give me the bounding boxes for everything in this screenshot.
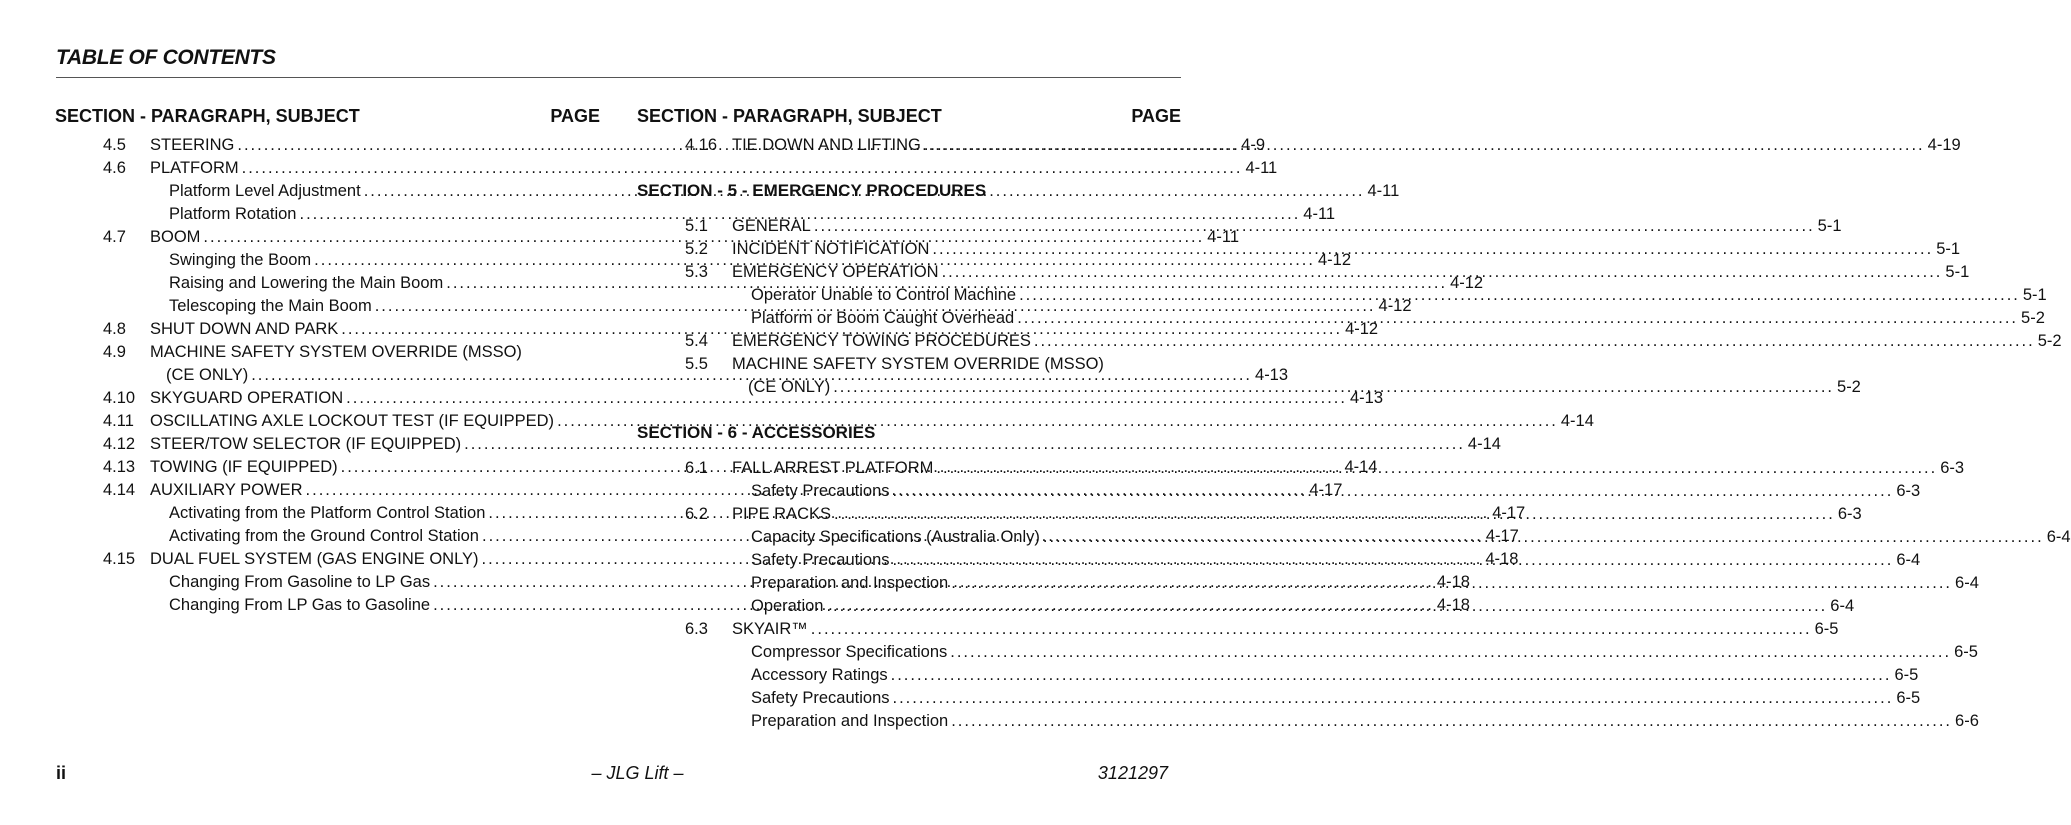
entry-page: 4-17 xyxy=(1309,481,1343,499)
entry-title: STEER/TOW SELECTOR (IF EQUIPPED) xyxy=(150,435,462,453)
entry-title: MACHINE SAFETY SYSTEM OVERRIDE (MSSO) xyxy=(732,355,1104,373)
entry-title: Changing From Gasoline to LP Gas xyxy=(169,573,431,591)
entry-page: 5-1 xyxy=(1817,217,1842,235)
entry-page: 5-2 xyxy=(2037,332,2062,350)
entry-page: 5-2 xyxy=(2021,309,2045,327)
entry-title: TIE DOWN AND LIFTING xyxy=(732,136,921,154)
entry-page: 4-14 xyxy=(1467,435,1501,453)
entry-page: 6-5 xyxy=(1896,689,1921,707)
dot-leader xyxy=(831,503,1838,526)
entry-page: 6-3 xyxy=(1940,459,1965,477)
entry-title: Safety Precautions xyxy=(751,551,890,569)
dot-leader xyxy=(948,710,1955,733)
column-heading: SECTION - PARAGRAPH, SUBJECT xyxy=(55,106,360,126)
dot-leader xyxy=(939,261,1946,284)
entry-page: 6-5 xyxy=(1954,643,1978,661)
entry-page: 4-18 xyxy=(1485,550,1519,568)
entry-page: 4-13 xyxy=(1255,366,1289,384)
dot-leader xyxy=(811,215,1818,238)
entry-title: GENERAL xyxy=(732,217,811,235)
entry-title: Changing From LP Gas to Gasoline xyxy=(169,596,431,614)
toc-entry[interactable] xyxy=(637,618,1839,641)
toc-entry[interactable] xyxy=(55,341,600,364)
entry-page: 4-19 xyxy=(1927,136,1961,154)
entry-title: PIPE RACKS xyxy=(732,505,832,523)
dot-leader xyxy=(808,618,1815,641)
entry-number: 6.2 xyxy=(685,505,708,523)
toc-entry[interactable] xyxy=(637,353,1181,376)
entry-page: 4-12 xyxy=(1450,274,1484,292)
dot-leader xyxy=(890,480,1897,503)
page-number: ii xyxy=(56,763,67,783)
column-header xyxy=(55,104,600,134)
dot-leader xyxy=(1014,307,2021,330)
footer-brand: – JLG Lift – xyxy=(591,763,684,783)
entry-number: 5.4 xyxy=(685,332,708,350)
entry-page: 6-4 xyxy=(1955,574,1979,592)
section-heading: SECTION - 5 - EMERGENCY PROCEDURES xyxy=(637,181,987,200)
dot-leader xyxy=(890,687,1897,710)
entry-page: 4-17 xyxy=(1485,527,1519,545)
entry-page: 4-11 xyxy=(1245,159,1278,177)
entry-title: Preparation and Inspection xyxy=(751,574,949,592)
entry-page: 4-14 xyxy=(1560,412,1594,430)
entry-title: Operator Unable to Control Machine xyxy=(751,286,1017,304)
dot-leader xyxy=(890,549,1897,572)
dot-leader xyxy=(830,376,1837,399)
dot-leader xyxy=(929,238,1936,261)
entry-title: BOOM xyxy=(150,228,201,246)
entry-number: 6.3 xyxy=(685,620,708,638)
column-header xyxy=(637,104,1181,134)
dot-leader xyxy=(948,572,1955,595)
dot-leader xyxy=(1040,526,2047,549)
dot-leader xyxy=(1016,284,2023,307)
entry-title: Safety Precautions xyxy=(751,482,890,500)
entry-page: 6-4 xyxy=(2046,528,2071,546)
toc-entry[interactable] xyxy=(637,641,1978,664)
toc-entry[interactable] xyxy=(637,664,1919,687)
document-number: 3121297 xyxy=(1097,763,1168,783)
entry-page: 5-1 xyxy=(2022,286,2047,304)
dot-leader xyxy=(888,664,1895,687)
entry-page: 5-1 xyxy=(1936,240,1961,258)
entry-page: 4-12 xyxy=(1378,297,1412,315)
entry-page: 4-13 xyxy=(1349,389,1383,407)
toc-entry[interactable] xyxy=(55,157,1278,180)
entry-number: 4.12 xyxy=(103,435,136,453)
dot-leader xyxy=(1031,330,2038,353)
toc-entry[interactable] xyxy=(637,710,1979,733)
entry-page: 4-12 xyxy=(1317,251,1352,269)
entry-number: 5.3 xyxy=(685,263,708,281)
entry-title: STEERING xyxy=(150,136,235,154)
entry-title: INCIDENT NOTIFICATION xyxy=(732,240,930,258)
dot-leader xyxy=(921,134,1928,157)
entry-number: 4.11 xyxy=(103,412,134,430)
entry-number: 6.1 xyxy=(685,459,708,477)
entry-page: 4-11 xyxy=(1367,182,1400,200)
entry-title: SKYAIR™ xyxy=(732,620,808,638)
entry-number: 5.2 xyxy=(685,240,708,258)
entry-title: SKYGUARD OPERATION xyxy=(150,389,344,407)
entry-title: Compressor Specifications xyxy=(751,643,948,661)
entry-number: 4.14 xyxy=(103,481,136,499)
entry-title: Activating from the Platform Control Station xyxy=(169,504,486,522)
entry-page: 6-5 xyxy=(1814,620,1839,638)
entry-title: PLATFORM xyxy=(150,159,239,177)
entry-title: Platform or Boom Caught Overhead xyxy=(751,309,1015,327)
entry-title: Platform Level Adjustment xyxy=(169,182,361,200)
page-title: TABLE OF CONTENTS xyxy=(56,46,276,69)
entry-number: 4.7 xyxy=(103,228,126,246)
entry-number: 4.6 xyxy=(103,159,126,177)
entry-page: 6-3 xyxy=(1896,482,1921,500)
entry-page: 5-2 xyxy=(1837,378,1861,396)
page-heading: PAGE xyxy=(1131,106,1181,126)
entry-title: SHUT DOWN AND PARK xyxy=(150,320,339,338)
entry-page: 4-9 xyxy=(1241,136,1266,154)
entry-title: Swinging the Boom xyxy=(169,251,312,269)
entry-page: 6-4 xyxy=(1896,551,1921,569)
entry-page: 4-18 xyxy=(1436,596,1470,614)
entry-title: Telescoping the Main Boom xyxy=(169,297,372,315)
entry-title: Preparation and Inspection xyxy=(751,712,949,730)
toc-entry[interactable] xyxy=(55,433,1501,456)
entry-title: Raising and Lowering the Main Boom xyxy=(169,274,444,292)
entry-page: 6-3 xyxy=(1837,505,1862,523)
entry-title: EMERGENCY TOWING PROCEDURES xyxy=(732,332,1031,350)
entry-title: Activating from the Ground Control Station xyxy=(169,527,479,545)
entry-title: DUAL FUEL SYSTEM (GAS ENGINE ONLY) xyxy=(150,550,479,568)
entry-number: 4.16 xyxy=(685,136,718,154)
entry-title: (CE ONLY) xyxy=(166,366,249,384)
entry-number: 4.10 xyxy=(103,389,136,407)
entry-page: 6-4 xyxy=(1830,597,1855,615)
entry-title: AUXILIARY POWER xyxy=(150,481,303,499)
dot-leader xyxy=(933,457,1940,480)
entry-number: 4.8 xyxy=(103,320,126,338)
entry-number: 4.5 xyxy=(103,136,126,154)
entry-title: MACHINE SAFETY SYSTEM OVERRIDE (MSSO) xyxy=(150,343,522,361)
entry-page: 4-11 xyxy=(1207,228,1240,246)
dot-leader xyxy=(947,641,1954,664)
dot-leader xyxy=(823,595,1830,618)
entry-number: 4.13 xyxy=(103,458,136,476)
toc-entry[interactable] xyxy=(637,330,2062,353)
header-rule xyxy=(56,77,1181,78)
entry-page: 6-6 xyxy=(1955,712,1979,730)
entry-page: 5-1 xyxy=(1945,263,1970,281)
entry-title: EMERGENCY OPERATION xyxy=(732,263,939,281)
entry-title: (CE ONLY) xyxy=(748,378,831,396)
entry-page: 4-18 xyxy=(1436,573,1470,591)
entry-title: Platform Rotation xyxy=(169,205,297,223)
entry-page: 4-12 xyxy=(1345,320,1379,338)
entry-title: Safety Precautions xyxy=(751,689,890,707)
toc-entry[interactable] xyxy=(637,687,1921,710)
entry-number: 4.9 xyxy=(103,343,126,361)
entry-title: TOWING (IF EQUIPPED) xyxy=(150,458,338,476)
entry-number: 5.1 xyxy=(685,217,708,235)
entry-page: 4-14 xyxy=(1344,458,1378,476)
entry-title: Accessory Ratings xyxy=(751,666,888,684)
entry-title: Operation xyxy=(751,597,824,615)
entry-number: 5.5 xyxy=(685,355,708,373)
entry-page: 4-11 xyxy=(1303,205,1336,223)
column-heading: SECTION - PARAGRAPH, SUBJECT xyxy=(637,106,942,126)
entry-number: 4.15 xyxy=(103,550,136,568)
entry-title: Capacity Specifications (Australia Only) xyxy=(751,528,1040,546)
entry-page: 6-5 xyxy=(1894,666,1919,684)
entry-page: 4-17 xyxy=(1492,504,1526,522)
entry-title: OSCILLATING AXLE LOCKOUT TEST (IF EQUIPPED) xyxy=(150,412,555,430)
page-heading: PAGE xyxy=(550,106,600,126)
section-heading: SECTION - 6 - ACCESSORIES xyxy=(637,423,876,442)
entry-title: FALL ARREST PLATFORM xyxy=(732,459,934,477)
